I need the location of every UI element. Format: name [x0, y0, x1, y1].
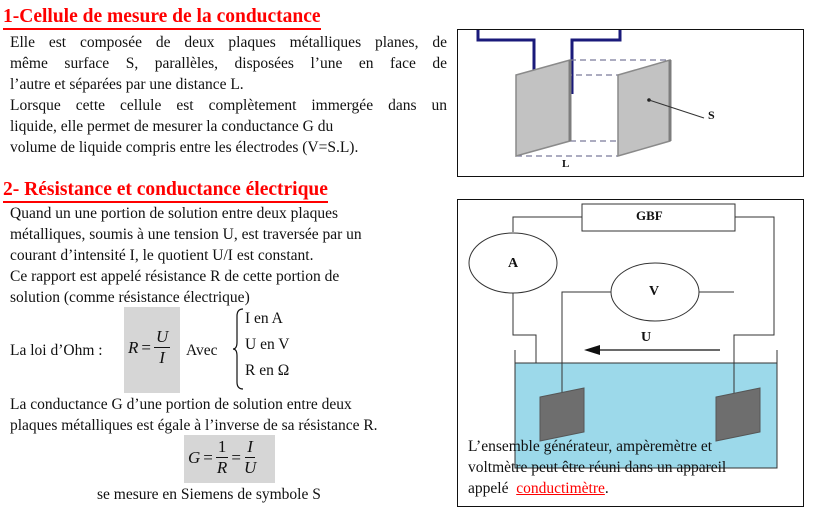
conductance-paragraph: [10, 394, 450, 436]
caption-period: .: [604, 480, 609, 497]
curly-brace-icon: [233, 308, 245, 390]
conductance-cell-diagram: [458, 30, 802, 175]
fraction-numerator: I: [247, 437, 253, 456]
formula-symbol: R: [128, 337, 139, 357]
right-wire: [572, 30, 620, 94]
formula-equals: =: [231, 447, 241, 467]
conductimeter-circuit-figure: [457, 199, 804, 507]
arrow-head-icon: [584, 345, 600, 355]
text-line: solution (comme résistance électrique): [10, 289, 250, 306]
surface-label: S: [708, 108, 715, 122]
text-line: La conductance G d’une portion de solution entre deux: [10, 396, 352, 413]
text-line: métalliques, soumis à une tension U, est traversée par un: [10, 226, 362, 243]
fraction-denominator: I: [159, 348, 165, 367]
section-2-heading: [3, 179, 328, 201]
text-line: Ce rapport est appelé résistance R de cette portion de: [10, 268, 340, 285]
ohm-law-label: La loi d’Ohm :: [10, 342, 103, 359]
left-plate: [516, 60, 570, 156]
caption-line: voltmètre peut être réuni dans un appareil: [468, 459, 727, 476]
generator-label: GBF: [636, 208, 663, 223]
formula-symbol: G: [188, 447, 201, 467]
ammeter-label: A: [508, 256, 519, 271]
caption-line: L’ensemble générateur, ampèremètre et: [468, 438, 713, 455]
text-line: Quand un une portion de solution entre deux plaques: [10, 205, 339, 222]
voltage-label: U: [641, 330, 652, 345]
fraction-numerator: U: [155, 327, 169, 346]
left-electrode: [540, 388, 584, 441]
section-1-heading-text: 1-Cellule de mesure de la conductance: [3, 6, 321, 27]
formula-equals: =: [203, 447, 213, 467]
text-line: liquide, elle permet de mesurer la conductance G du: [10, 118, 334, 135]
text-line: volume de liquide compris entre les électrodes (V=S.L).: [10, 139, 359, 156]
unit-item: U en V: [245, 336, 290, 353]
text-line: Elle est composée de deux plaques métalliques planes, de: [10, 34, 447, 51]
wire: [513, 217, 582, 232]
conductance-formula: [188, 437, 256, 478]
caption-prefix: appelé: [468, 480, 509, 497]
caption-line: [468, 478, 798, 499]
text-line: Lorsque cette cellule est complètement immergée dans un: [10, 97, 447, 114]
section-1-heading: [3, 6, 321, 28]
units-list: [245, 306, 290, 384]
section-2-paragraph: [10, 203, 440, 308]
distance-label: L: [562, 158, 570, 170]
fraction-denominator: U: [243, 458, 257, 477]
unit-siemens-text: se mesure en Siemens de symbole S: [97, 486, 321, 503]
section-2-heading-text: 2- Résistance et conductance électrique: [3, 179, 328, 200]
avec-label: Avec: [186, 342, 218, 359]
fraction-denominator: R: [216, 458, 228, 477]
text-line: même surface S, parallèles, disposées l’une en face de: [10, 55, 447, 72]
right-plate: [618, 60, 670, 156]
text-line: plaques métalliques est égale à l’inverse de sa résistance R.: [10, 417, 378, 434]
heading-underline: [3, 28, 321, 31]
formula-fraction: [244, 437, 256, 478]
circuit-caption: [468, 436, 798, 499]
conductimeter-link[interactable]: conductimètre: [516, 480, 605, 497]
formula-fraction: [154, 327, 170, 368]
formula-fraction: [216, 437, 229, 478]
text-line: courant d’intensité I, le quotient U/I est constant.: [10, 247, 314, 264]
ohm-law-formula: [128, 327, 170, 368]
unit-item: R en Ω: [245, 362, 290, 379]
unit-item: I en A: [245, 310, 283, 327]
text-line: l’autre et séparées par une distance L.: [10, 76, 244, 93]
right-electrode: [716, 388, 760, 441]
conductance-cell-figure: [457, 29, 804, 177]
section-1-paragraph: [10, 32, 447, 158]
fraction-numerator: 1: [217, 437, 227, 456]
formula-equals: =: [141, 337, 151, 357]
voltmeter-label: V: [649, 284, 660, 299]
